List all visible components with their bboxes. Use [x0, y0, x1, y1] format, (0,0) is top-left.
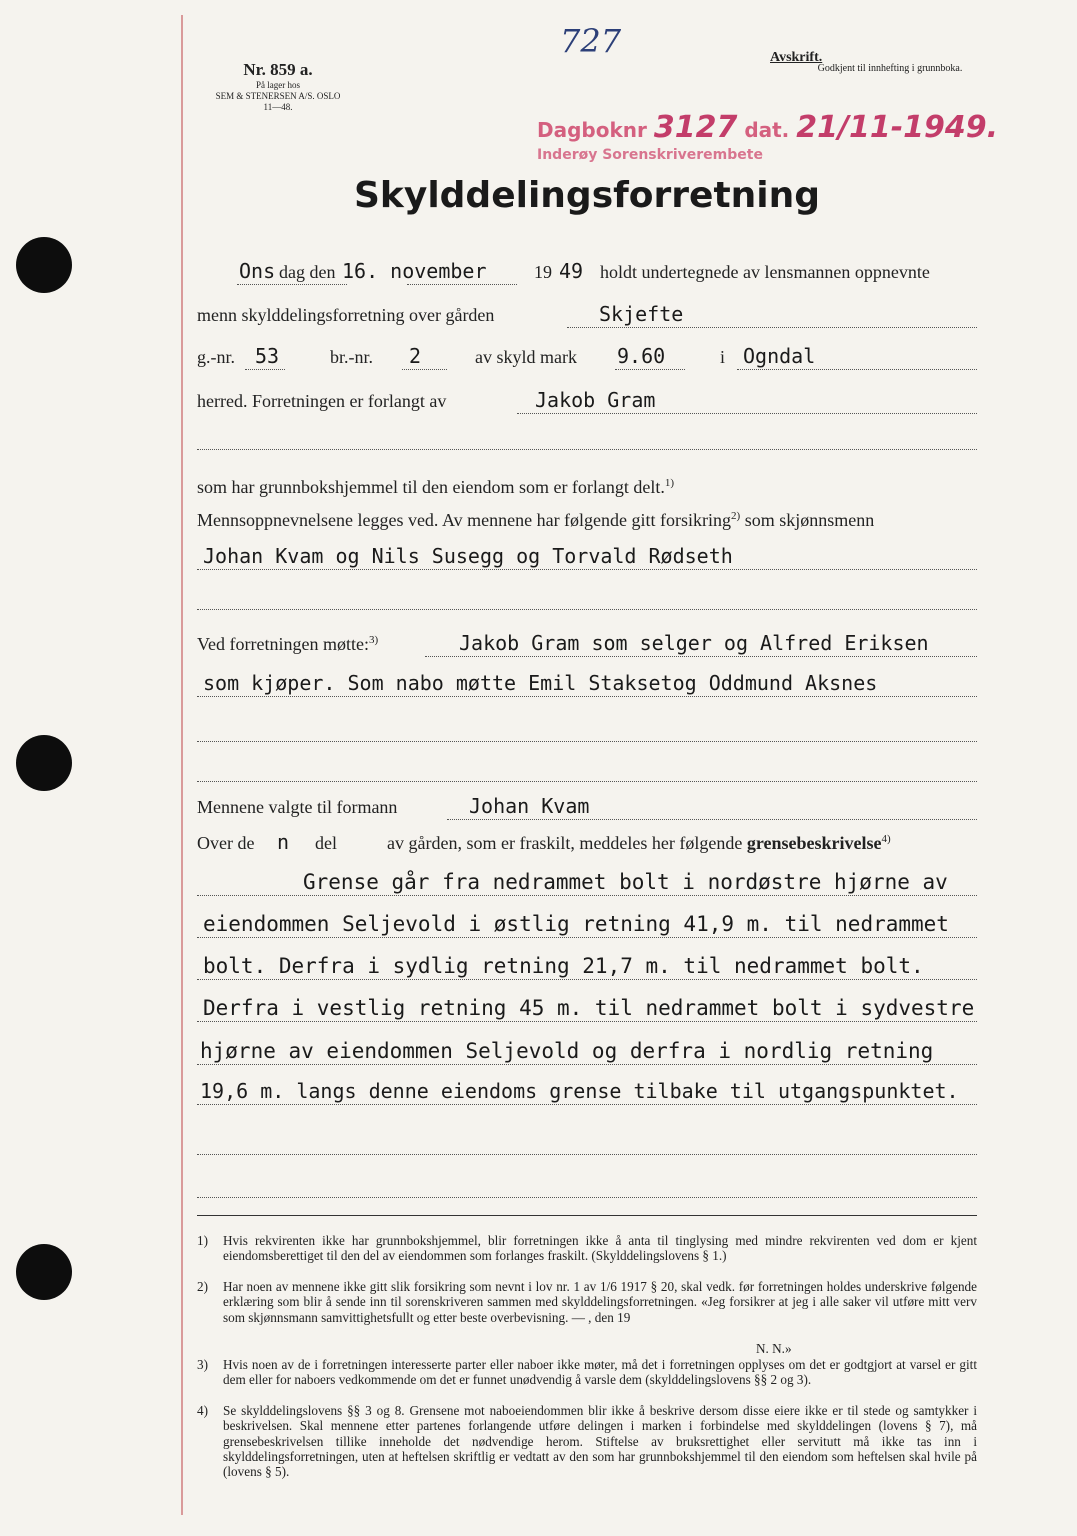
footnote-text: Har noen av mennene ikke gitt slik forsikring som nevnt i lov nr. 1 av 1/6 1917 § 20, skal vedk. før forretningen holdes underskrive følgende erklæring som blir å sende inn til sorenskriveren sammen med skylddelingsforretningen. «Jeg forsikrer at jeg i alle saker vil utføre mitt verv som skjønnsmann samvittighetsfullt og etter beste overbevisning. — , den 19 [223, 1279, 977, 1325]
blank-line [197, 752, 977, 788]
footnote-number: 3) [197, 1357, 208, 1372]
form-number: Nr. 859 a. [243, 60, 313, 79]
footnote-text: Se skylddelingslovens §§ 3 og 8. Grensene mot naboeiendommen blir ikke å beskrive dersom disse eiere ikke er til stede og samtykker i beskrivelsen. Skal mennene etter partenes forlangende utføre delingen i marken i forbindelse med skylddelingen (lovens § 7), må grensebeskrivelsen tillike inneholde det nødvendige herom. Stiftelse av bruksrettighet eller servitutt må ikke tas inn i skylddelingsforretningen, uten at heftelsen skriftlig er vedtatt av den som har grunnbokshjemmel til den eiendom som heftelsen skal hvile på (lovens § 5). [223, 1403, 977, 1480]
stamp-date: 21/11-1949. [796, 110, 999, 145]
form-line [197, 255, 977, 291]
year-print: 19 [534, 262, 552, 282]
line-text: del [315, 833, 337, 853]
footnote-text: Hvis rekvirenten ikke har grunnbokshjemmel, blir forretningen ikke å anta til tinglysing med mindre rekvirenten ved dom er kjent eiendomsberettiget til den del av eiendommen som forlanges fraskilt. (Skylddelingslovens § 1.) [223, 1233, 977, 1264]
form-line [197, 790, 977, 826]
printer-line: SEM & STENERSEN A/S. OSLO [215, 91, 341, 101]
line-text: Mennene valgte til formann [197, 797, 398, 817]
line-text: av gården, som er fraskilt, meddeles her følgende [387, 833, 743, 853]
margin-line [181, 15, 183, 1515]
footnote [730, 1341, 850, 1356]
form-line [197, 826, 977, 862]
form-line [197, 627, 977, 663]
gnr-value: 53 [255, 344, 280, 368]
line-text: holdt undertegnede av lensmannen oppnevnte [600, 262, 930, 282]
boundary-line: Derfra i vestlig retning 45 m. til nedrammet bolt i sydvestre [197, 992, 977, 1028]
line-text: Over de [197, 833, 255, 853]
punch-hole [16, 735, 72, 791]
avskrift-note: Godkjent til innhefting i grunnboka. [817, 63, 963, 74]
i-label: i [720, 347, 726, 367]
boundary-line: Grense går fra nedrammet bolt i nordøstre hjørne av [197, 866, 977, 902]
printer-line: 11—48. [263, 102, 293, 112]
document-title: Skylddelingsforretning [353, 175, 821, 216]
footnote-divider [197, 1215, 977, 1216]
avskrift-label: Avskrift. [770, 50, 823, 65]
page-number: 727 [560, 22, 622, 60]
line-text: som har grunnbokshjemmel til den eiendom som er forlangt delt. [197, 477, 665, 497]
boundary-heading: grensebeskrivelse [746, 833, 882, 853]
boundary-line: bolt. Derfra i sydlig retning 21,7 m. til nedrammet bolt. [197, 950, 977, 986]
weekday-hand: Ons [239, 259, 276, 283]
stamp-date-label: dat. [744, 118, 790, 142]
form-line [197, 298, 977, 334]
footnote-ref: 3) [368, 634, 379, 646]
form-line [197, 540, 977, 576]
blank-line [197, 712, 977, 748]
farm-name: Skjefte [599, 302, 684, 326]
footnote-number: 2) [197, 1279, 208, 1294]
attendees-line: Jakob Gram som selger og Alfred Eriksen [459, 631, 929, 655]
blank-line [197, 420, 977, 456]
line-text: som skjønnsmenn [744, 510, 875, 530]
form-line [197, 384, 977, 420]
stamp-office: Inderøy Sorenskriverembete [537, 147, 763, 163]
footnote-text: N. N.» [756, 1341, 792, 1356]
line-text: Mennsoppnevnelsene legges ved. Av mennene har følgende gitt forsikring [197, 510, 732, 530]
footnote-number: 4) [197, 1403, 208, 1418]
blank-line [197, 580, 977, 616]
punch-hole [16, 237, 72, 293]
herred-name: Ogndal [743, 344, 816, 368]
form-line [197, 470, 977, 506]
punch-hole [16, 1244, 72, 1300]
line-text: herred. Forretningen er forlangt av [197, 391, 447, 411]
over-hand: n [277, 830, 290, 854]
stamp-number: 3127 [653, 110, 738, 145]
year-hand: 49 [559, 259, 584, 283]
footnote [197, 1357, 977, 1388]
stamp-prefix: Dagboknr [537, 118, 647, 142]
chairman-name: Johan Kvam [469, 794, 590, 818]
footnote-text: Hvis noen av de i forretningen interesserte parter eller naboer ikke møter, må det i forretningen opplyses om det er godtgjort at varsel er gitt dem eller for naboers vedkommende om det er funnet unødvendig å varsle dem (skylddelingslovens §§ 2 og 3). [223, 1357, 977, 1388]
skyld-label: av skyld mark [475, 347, 577, 367]
footnote-ref: 4) [881, 833, 891, 845]
bnr-label: br.-nr. [330, 347, 373, 367]
footnote-ref: 1) [664, 477, 675, 489]
boundary-line: hjørne av eiendommen Seljevold og derfra i nordlig retning [197, 1035, 977, 1071]
bnr-value: 2 [409, 344, 422, 368]
appraisers-names: Johan Kvam og Nils Susegg og Torvald Rødseth [203, 544, 733, 568]
form-header [208, 60, 348, 113]
blank-line [197, 1125, 977, 1161]
blank-line [197, 1168, 977, 1204]
avskrift-block [770, 50, 1010, 74]
boundary-line: 19,6 m. langs denne eiendoms grense tilbake til utgangspunktet. [197, 1075, 977, 1111]
requester-name: Jakob Gram [535, 388, 656, 412]
footnote [197, 1403, 977, 1479]
footnote-number: 1) [197, 1233, 208, 1248]
form-line [197, 503, 977, 539]
footnote [197, 1279, 977, 1325]
registry-stamp [537, 110, 998, 163]
footnote [197, 1233, 977, 1264]
boundary-line: eiendommen Seljevold i østlig retning 41,9 m. til nedrammet [197, 908, 977, 944]
meeting-date: 16. november [342, 259, 487, 283]
footnote-ref: 2) [731, 510, 741, 522]
line-text: menn skylddelingsforretning over gården [197, 305, 495, 325]
form-line [197, 667, 977, 703]
skyld-value: 9.60 [617, 344, 666, 368]
gnr-label: g.-nr. [197, 347, 235, 367]
weekday-print: dag den [279, 262, 336, 282]
printer-line: På lager hos [256, 80, 300, 90]
attendees-line: som kjøper. Som nabo møtte Emil Staksetog Oddmund Aksnes [203, 671, 878, 695]
form-line [197, 340, 977, 376]
line-text: Ved forretningen møtte: [197, 634, 369, 654]
